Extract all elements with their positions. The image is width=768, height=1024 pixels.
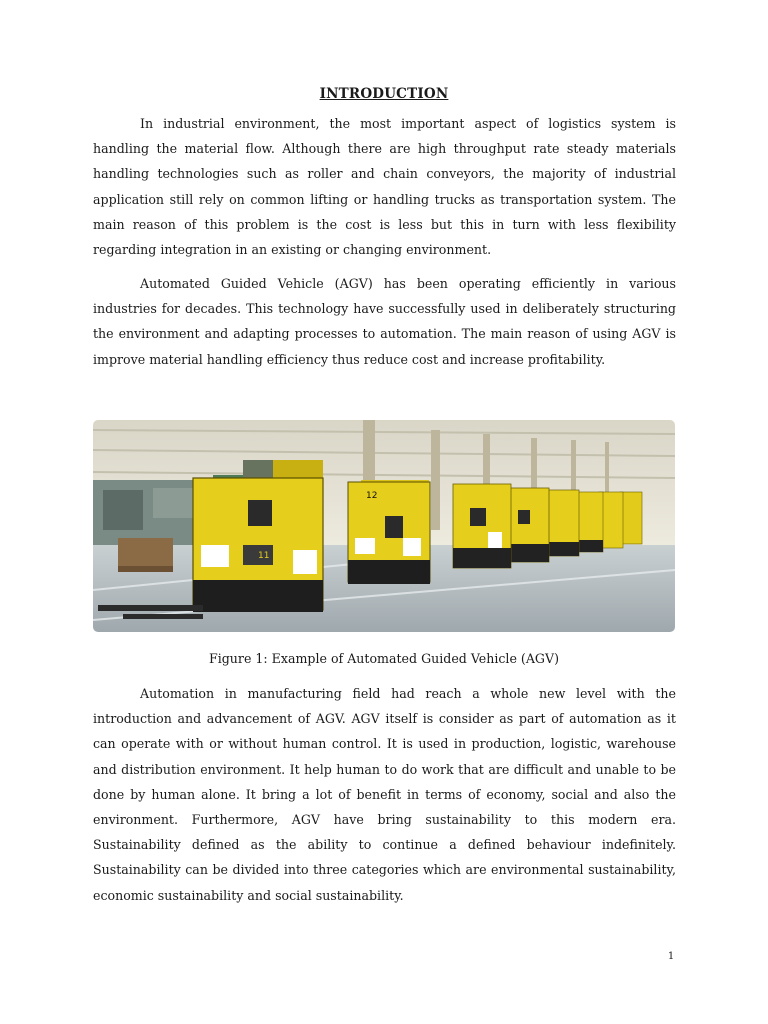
agv-number-11: 11 [258,551,270,561]
paragraph-agv: Automated Guided Vehicle (AGV) has been operating efficiently in various industries for decades. This technology have successfully used in deliberately structuring the environment and adapting processes to automation. The main reason of using AGV is improve material handling efficiency thus reduce cost and increase profitability. [93,276,676,367]
figure-caption: Figure 1: Example of Automated Guided Vehicle (AGV) [208,651,559,666]
section-heading: INTRODUCTION [319,86,449,102]
agv-number-12: 12 [366,491,378,501]
paragraph-intro: In industrial environment, the most important aspect of logistics system is handling the material flow. Although there are high throughput rate steady materials handling technologies such as roller and chain conveyors, the majority of industrial application still rely on common lifting or handling trucks as transportation system. The main reason of this problem is the cost is less but this in turn with less flexibility regarding integration in an existing or changing environment. [93,116,676,258]
paragraph-automation: Automation in manufacturing field had reach a whole new level with the introduction and advancement of AGV. AGV itself is consider as part of automation as it can operate with or without human control. It is used in production, logistic, warehouse and distribution environment. It help human to do work that are difficult and unable to be done by human alone. It bring a lot of benefit in terms of economy, social and also the environment. Furthermore, AGV have bring sustainability to this modern era. Sustainability defined as the ability to continue a defined behaviour indefinitely. Sustainability can be divided into three categories which are environmental sustainability, economic sustainability and social sustainability. [93,686,676,903]
page-number: 1 [667,951,675,962]
agv-photo [93,420,675,632]
